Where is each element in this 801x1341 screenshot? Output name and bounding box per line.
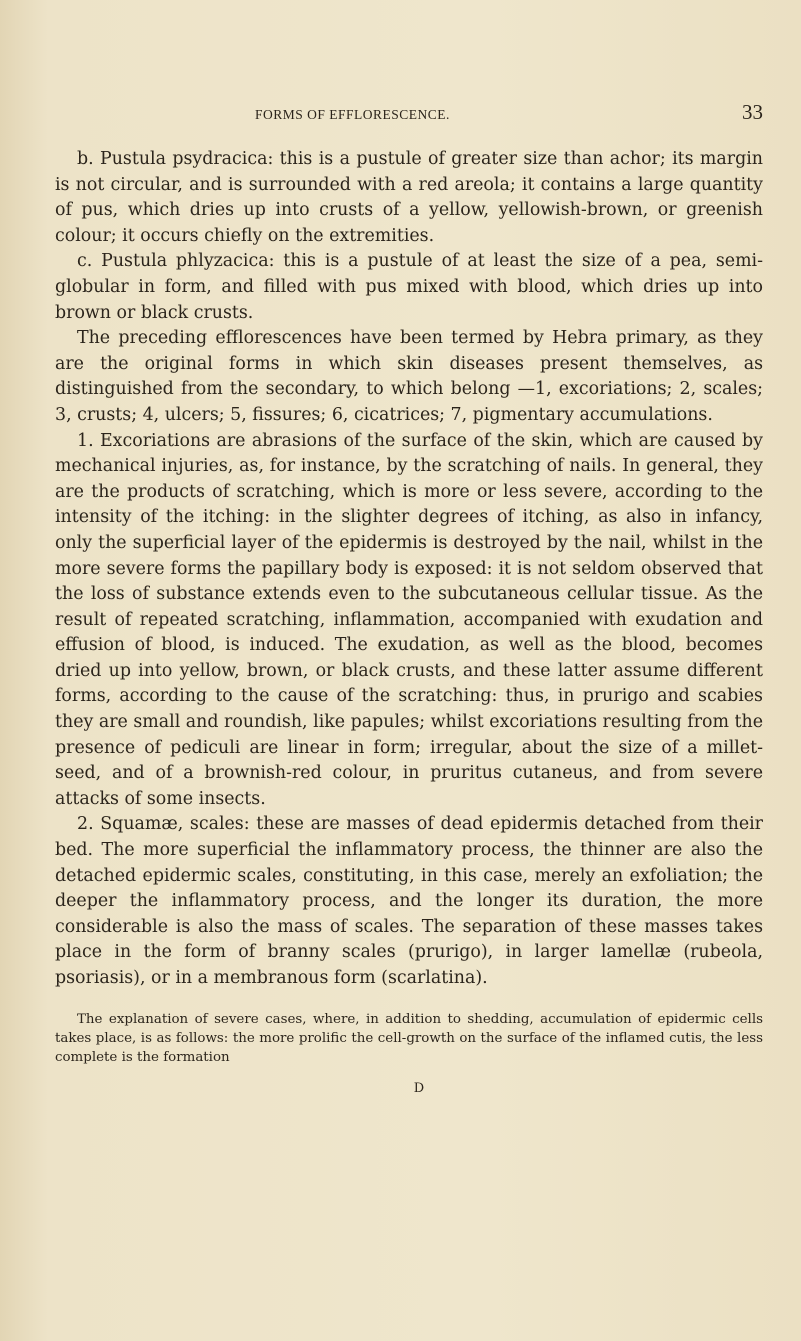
page-header (55, 100, 763, 125)
body-text (55, 147, 763, 992)
paragraph-squamae: 2. Squamæ, scales: these are masses of dead epidermis detached from their bed. The more superficial the inflammatory process, the thinner are also the detached epidermic scales, constituting, in this case, merely an exfoliation; the deeper the inflammatory process, and the longer its duration, the more considerable is also the mass of scales. The separation of these masses takes place in the form of branny scales (prurigo), in larger lamellæ (rubeola, psoriasis), or in a membranous form (scarlatina). (55, 814, 763, 988)
footnote: The explanation of severe cases, where, in addition to shedding, accumulation of epidermic cells takes place, is as follows: the more prolific the cell-growth on the surface of the inflamed cutis, the less complete is the formation (55, 1011, 763, 1066)
page-number: 33 (742, 100, 763, 124)
paragraph-primary-secondary: The preceding efflorescences have been termed by Hebra primary, as they are the original forms in which skin diseases present themselves, as distinguished from the secondary, to which belong —1, excoriations; 2, scales; 3, crusts; 4, ulcers; 5, fissures; 6, cicatrices; 7, pigmentary accumulations. (55, 328, 763, 425)
paragraph-excoriations: 1. Excoriations are abrasions of the surface of the skin, which are caused by mechanical injuries, as, for instance, by the scratching of nails. In general, they are the products of scratching, which is more or less severe, according to the intensity of the itching: in the slighter degrees of itching, as also in infancy, only the superficial layer of the epidermis is destroyed by the nail, whilst in the more severe forms the papillary body is exposed: it is not seldom observed that the loss of substance extends even to the subcutaneous cellular tissue. As the result of repeated scratching, inflammation, accompanied with exudation and effusion of blood, is induced. The exudation, as well as the blood, becomes dried up into yellow, brown, or black crusts, and these latter assume different forms, according to the cause of the scratching: thus, in prurigo and scabies they are small and roundish, like papules; whilst excoriations resulting from the presence of pediculi are linear in form; irregular, about the size of a millet-seed, and of a brownish-red colour, in pruritus cutaneus, and from severe attacks of some insects. (55, 430, 763, 809)
paragraph-pustula-phlyzacica: c. Pustula phlyzacica: this is a pustule of at least the size of a pea, semi-globular in form, and filled with pus mixed with blood, which dries up into brown or black crusts. (55, 251, 763, 323)
running-head: FORMS OF EFFLORESCENCE. (255, 107, 450, 122)
signature-mark: D (413, 1081, 425, 1097)
paragraph-pustula-psydracica: b. Pustula psydracica: this is a pustule of greater size than achor; its margin is not circular, and is surrounded with a red areola; it contains a large quantity of pus, which dries up into crusts of a yellow, yellowish-brown, or greenish colour; it occurs chiefly on the extremities. (55, 149, 763, 246)
